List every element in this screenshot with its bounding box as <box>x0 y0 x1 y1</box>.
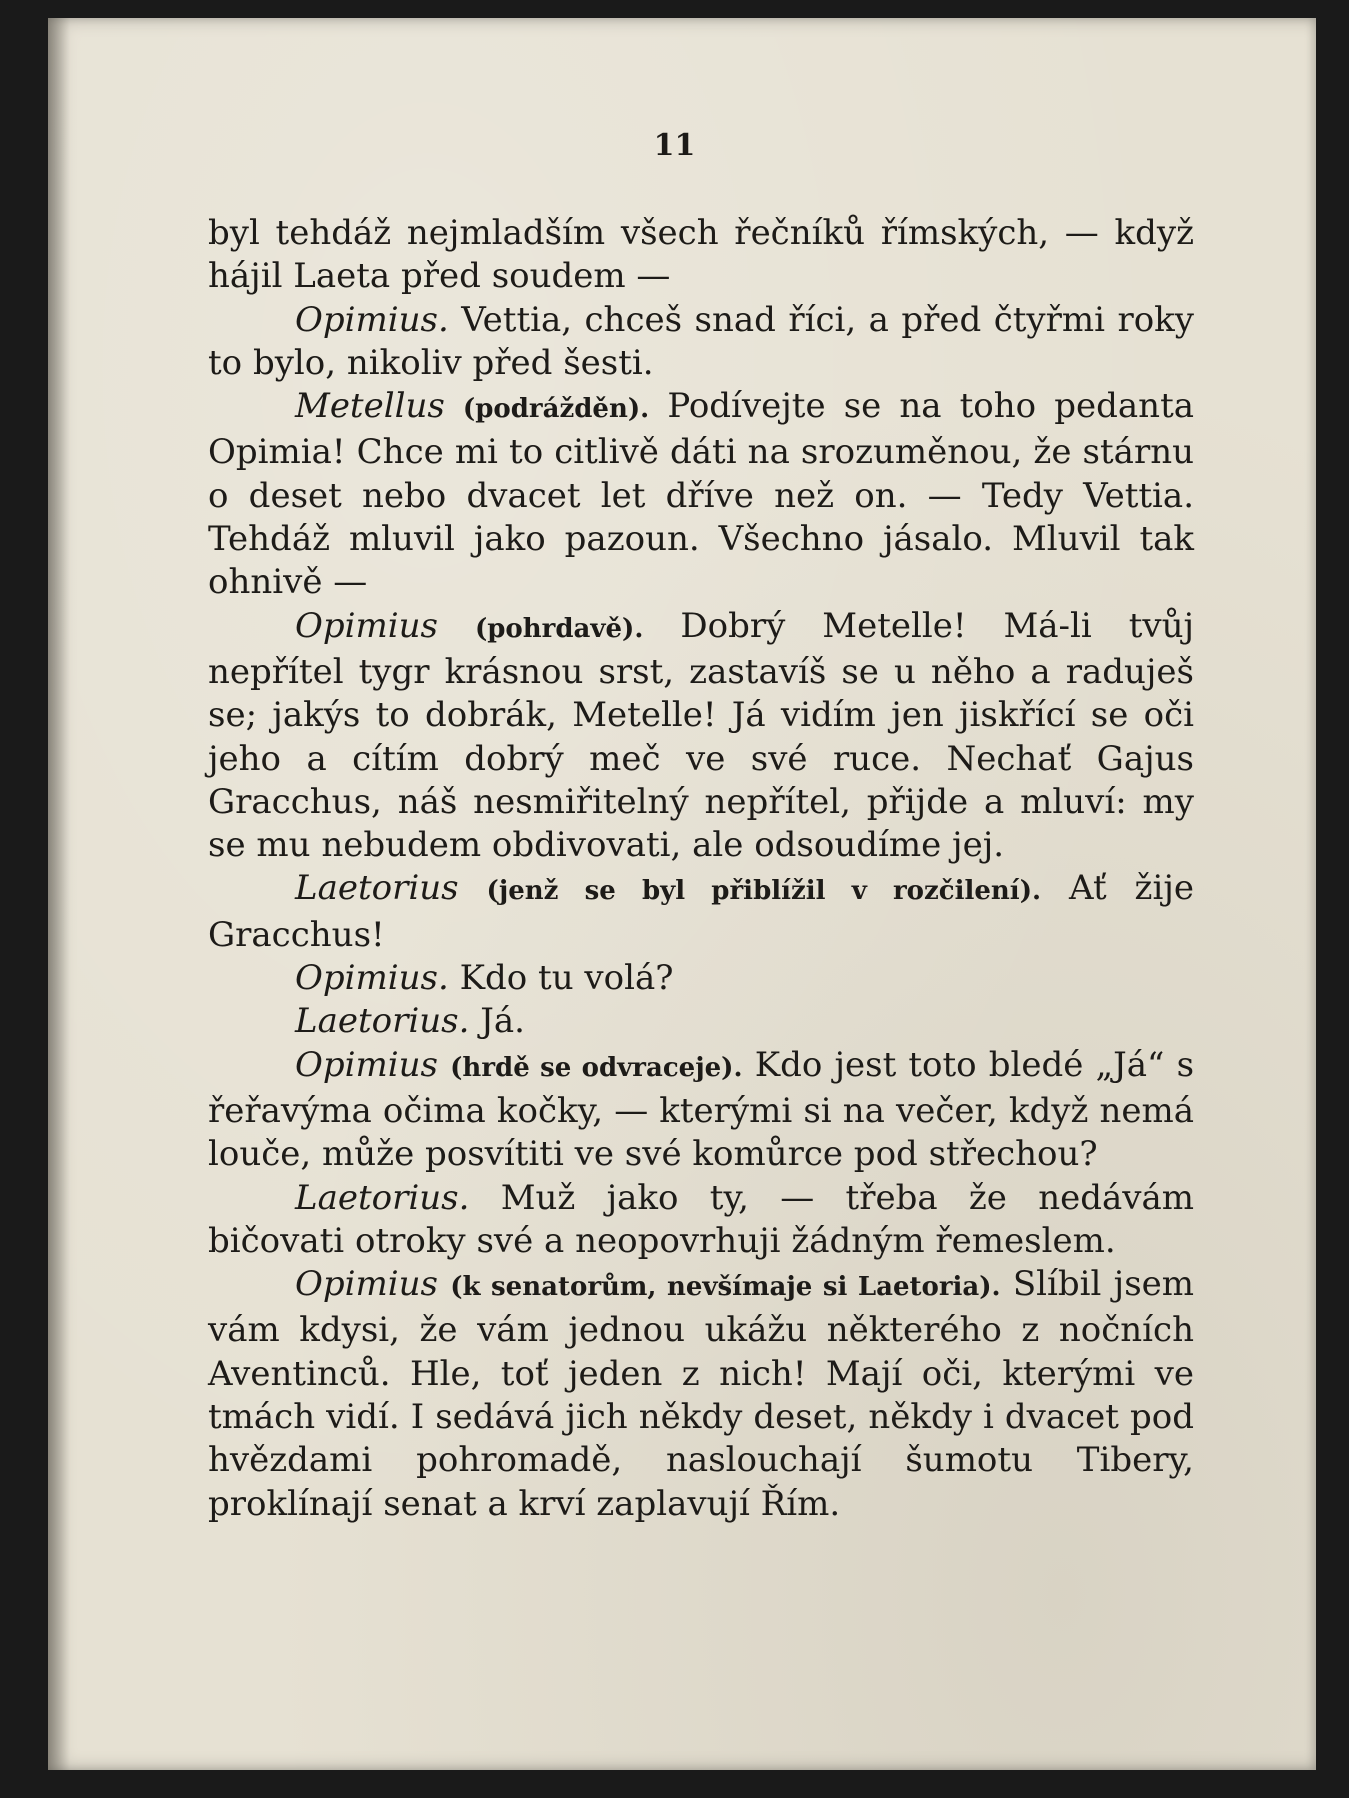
speaker-name: Laetorius <box>295 868 459 909</box>
paragraph-speech <box>208 385 1194 604</box>
body-text <box>208 212 1194 1526</box>
paragraph-text: byl tehdáž nejmladším všech řečníků římských, — když hájil Laeta před soudem — <box>208 213 1194 297</box>
paragraph-continuation <box>208 212 1194 299</box>
paragraph-text: Slíbil jsem vám kdysi, že vám jednou ukážu některého z nočních Aventinců. Hle, toť jeden z nich! Mají oči, kterými ve tmách vidí. I sedává jich někdy deset, někdy i dvacet pod hvězdami pohromadě, naslouchají šumotu Tibery, proklínají senat a krví zaplavují Řím. <box>208 1264 1195 1524</box>
paragraph-speech <box>208 605 1194 868</box>
paragraph-text: Dobrý Metelle! Má-li tvůj nepřítel tygr krásnou srst, zastavíš se u něho a raduješ se; jakýs to dobrák, Metelle! Já vidím jen jiskřící se oči jeho a cítím dobrý meč ve své ruce. Nechať Gajus Gracchus, náš nesmiřitelný nepřítel, přijde a mluví: my se mu nebudem obdivovati, ale odsoudíme jej. <box>208 605 1195 866</box>
stage-direction: (k senatorům, nevšímaje si Laetoria). <box>450 1272 1001 1303</box>
speaker-name: Metellus <box>295 386 445 427</box>
stage-direction: (podrážděn). <box>462 394 650 425</box>
paragraph-speech <box>208 299 1194 386</box>
paragraph-text: Ať žije Gracchus! <box>208 868 1194 955</box>
paragraph-speech <box>208 1263 1194 1526</box>
speaker-name: Opimius <box>295 605 438 646</box>
stage-direction: (hrdě se odvraceje). <box>450 1052 743 1083</box>
binding-shadow <box>48 18 70 1770</box>
page-number: 11 <box>653 128 696 163</box>
paragraph-text: Muž jako ty, — třeba že nedávám bičovati otroky své a neopovrhuji žádným řemeslem. <box>208 1177 1194 1261</box>
paragraph-speech <box>208 1044 1194 1177</box>
paragraph-text: Vettia, chceš snad říci, a před čtyřmi roky to bylo, nikoliv před šesti. <box>208 299 1194 383</box>
paragraph-speech <box>208 867 1194 957</box>
stage-direction: (jenž se byl přiblížil v rozčilení). <box>486 876 1042 907</box>
stage-direction: (pohrdavě). <box>474 613 644 644</box>
paragraph-text: Podívejte se na toho pedanta Opimia! Chce mi to citlivě dáti na srozuměnou, že stárnu o deset nebo dvacet let dříve než on. — Tedy Vettia. Tehdáž mluvil jako pazoun. Všechno jásalo. Mluvil tak ohnivě — <box>208 386 1194 603</box>
speaker-name: Laetorius. <box>295 1001 470 1042</box>
paragraph-text: Kdo tu volá? <box>459 958 674 999</box>
paragraph-speech <box>208 957 1194 1000</box>
paragraph-text: Já. <box>480 1001 525 1042</box>
speaker-name: Opimius <box>295 1264 438 1305</box>
speaker-name: Opimius <box>295 1044 438 1085</box>
speaker-name: Opimius. <box>295 299 449 340</box>
paragraph-text: Kdo jest toto bledé „Já“ s řeřavýma očima kočky, — kterými si na večer, když nemá louče, může posvítiti ve své komůrce pod střechou? <box>208 1044 1195 1175</box>
paragraph-speech <box>208 1177 1194 1264</box>
speaker-name: Opimius. <box>295 958 449 999</box>
paragraph-speech <box>208 1000 1194 1043</box>
speaker-name: Laetorius. <box>295 1177 470 1218</box>
